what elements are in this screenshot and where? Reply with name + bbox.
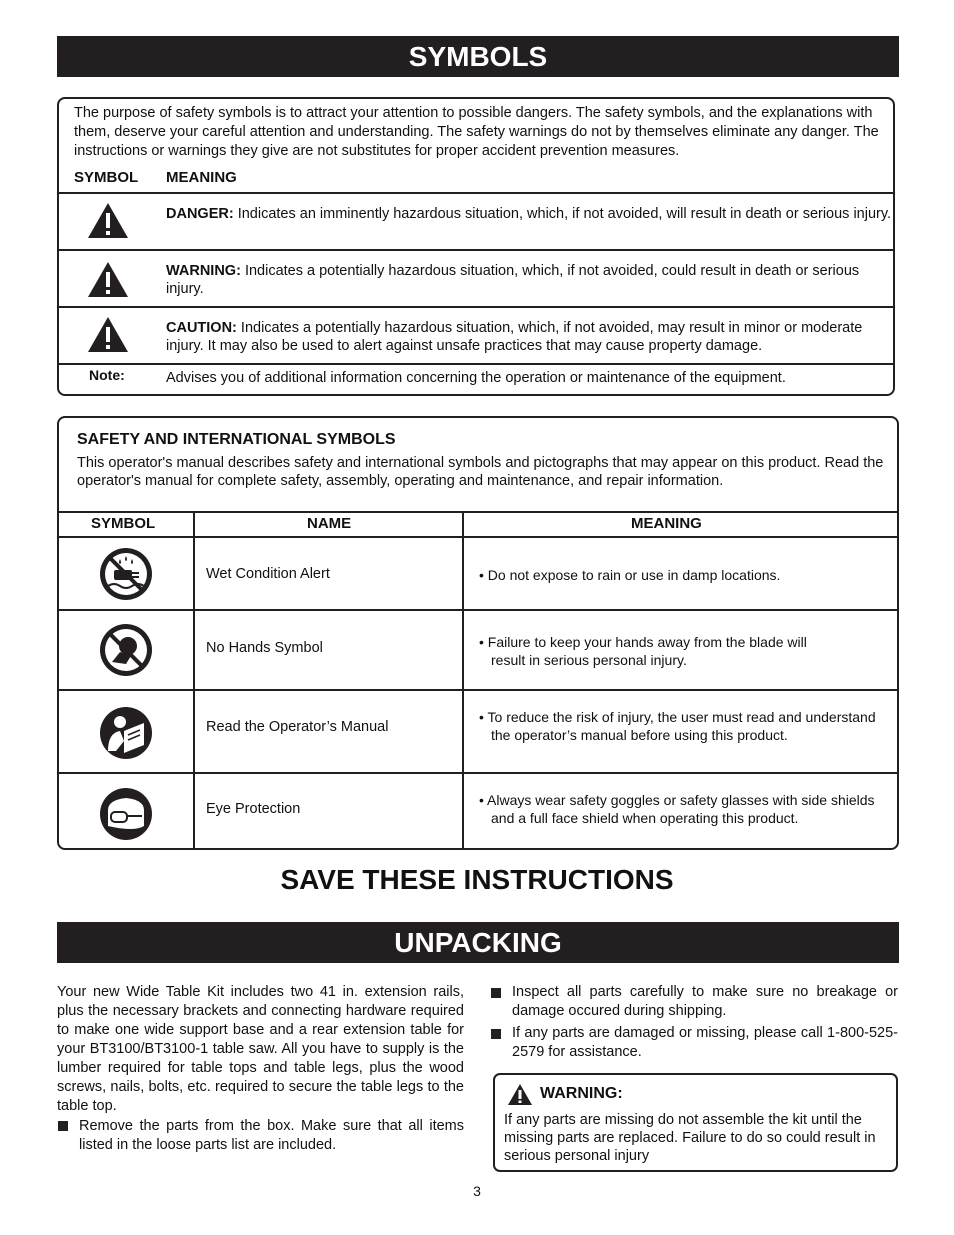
row-divider (59, 249, 893, 251)
name-cell: Wet Condition Alert (206, 566, 330, 582)
row-divider (59, 689, 897, 691)
warning-alert-icon (87, 260, 129, 298)
danger-alert-icon (87, 201, 129, 239)
intl-heading: SAFETY AND INTERNATIONAL SYMBOLS (77, 431, 396, 448)
meaning-cell: • Always wear safety goggles or safety glasses with side shields and a full face shield when operating this product. (479, 792, 875, 826)
bullet-remove-parts: Remove the parts from the box. Make sure that all items listed in the loose parts list are included. (79, 1118, 464, 1153)
unpacking-paragraph: Your new Wide Table Kit includes two 41 in. extension rails, plus the necessary brackets and connecting hardware required to make one wide support base and a rear extension table for your BT3100/BT3100-1 table saw. All you have to supply is the lumber required for table tops and table legs, plus the wood screws, nails, bolts, etc. required to secure the table legs to the table top. (57, 984, 464, 1114)
warning-label: WARNING: (540, 1085, 623, 1102)
symbols-intro: The purpose of safety symbols is to attract your attention to possible dangers. The safety symbols, and the explanations with them, deserve your careful attention and understanding. The safety warnings do not by themselves eliminate any danger. The instructions or warnings they give are not substitutes for proper accident prevention measures. (74, 105, 879, 159)
bullet-square (491, 988, 501, 998)
table-divider (59, 536, 897, 538)
name-cell: No Hands Symbol (206, 640, 323, 656)
intl-intro: This operator's manual describes safety and international symbols and pictographs that may appear on this product. Read the operator's manual for complete safety, assembly, operating and maintenance, and repair information. (77, 455, 884, 489)
name-cell: Eye Protection (206, 801, 301, 817)
save-instructions-title: SAVE THESE INSTRUCTIONS (280, 864, 674, 895)
row-divider (59, 192, 893, 194)
bullet-damaged-parts: If any parts are damaged or missing, please call 1-800-525-2579 for assistance. (512, 1025, 898, 1060)
intl-symbols-box (57, 416, 899, 850)
col-name-header: NAME (307, 515, 352, 532)
no-hands-icon (98, 622, 154, 678)
eye-protection-icon (98, 786, 154, 842)
symbols-banner: SYMBOLS (57, 36, 899, 77)
bullet-square (491, 1029, 501, 1039)
col-meaning-header: MEANING (631, 515, 702, 532)
column-divider (462, 511, 464, 850)
danger-definition: DANGER: Indicates an imminently hazardous situation, which, if not avoided, will result in death or serious injury. (166, 206, 892, 222)
col-meaning-header: MEANING (166, 169, 237, 186)
row-divider (59, 306, 893, 308)
warning-alert-icon (507, 1083, 533, 1106)
note-definition: Advises you of additional information concerning the operation or maintenance of the equipment. (166, 370, 786, 386)
caution-definition: CAUTION: Indicates a potentially hazardous situation, which, if not avoided, may result in minor or moderate injury. It may also be used to alert against unsafe practices that may cause property damage. (166, 320, 863, 354)
meaning-cell: • Do not expose to rain or use in damp locations. (479, 567, 781, 583)
caution-alert-icon (87, 315, 129, 353)
read-manual-icon (98, 705, 154, 761)
meaning-cell: • To reduce the risk of injury, the user must read and understand the operator’s manual before using this product. (479, 709, 876, 743)
page-number: 3 (473, 1183, 481, 1199)
note-label: Note: (89, 367, 125, 383)
warning-text: If any parts are missing do not assemble the kit until the missing parts are replaced. Failure to do so could result in serious personal injury (504, 1112, 876, 1164)
unpacking-banner: UNPACKING (57, 922, 899, 963)
wet-condition-icon (98, 546, 154, 602)
table-divider (59, 511, 897, 513)
col-symbol-header: SYMBOL (74, 169, 139, 186)
bullet-square (58, 1121, 68, 1131)
row-divider (59, 363, 893, 365)
symbols-box (57, 97, 895, 396)
warning-box (493, 1073, 898, 1172)
name-cell: Read the Operator’s Manual (206, 719, 389, 735)
bullet-inspect-parts: Inspect all parts carefully to make sure no breakage or damage occured during shipping. (512, 984, 898, 1019)
row-divider (59, 609, 897, 611)
warning-definition: WARNING: Indicates a potentially hazardous situation, which, if not avoided, could result in death or serious injury. (166, 263, 860, 297)
meaning-cell: • Failure to keep your hands away from the blade will result in serious personal injury. (479, 634, 807, 668)
column-divider (193, 511, 195, 850)
col-symbol-header: SYMBOL (91, 515, 156, 532)
row-divider (59, 772, 897, 774)
